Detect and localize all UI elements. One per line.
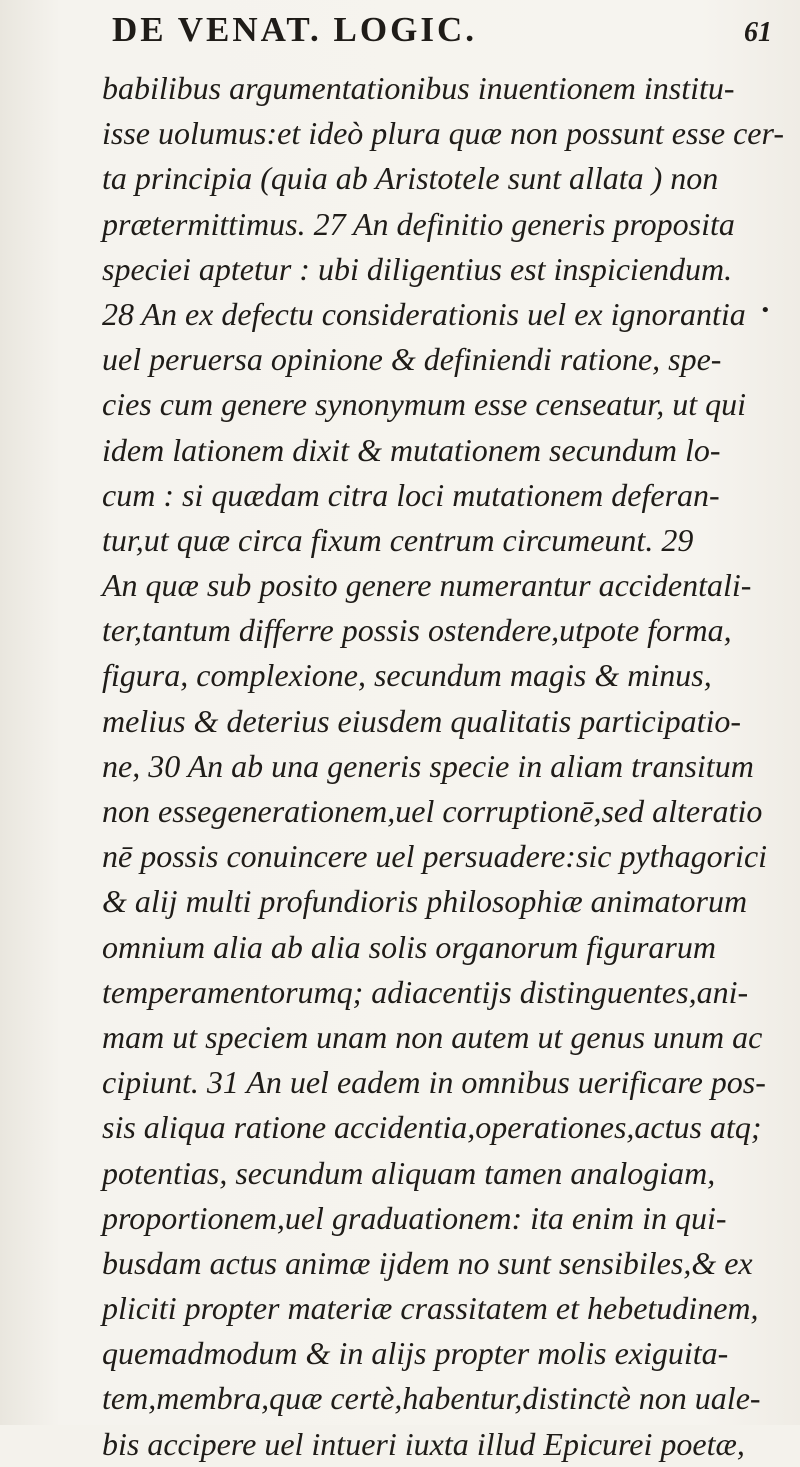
text-line: cies cum genere synonymum esse censeatur, ut qui bbox=[102, 386, 746, 423]
body-text bbox=[102, 66, 792, 1467]
text-line: potentias, secundum aliquam tamen analogiam, bbox=[102, 1154, 716, 1191]
text-line: proportionem,uel graduationem: ita enim in qui- bbox=[102, 1199, 727, 1236]
text-line: busdam actus animæ ijdem no sunt sensibiles,& ex bbox=[102, 1244, 753, 1281]
margin-mark: • bbox=[760, 300, 771, 321]
text-line: prætermittimus. 27 An definitio generis proposita bbox=[102, 205, 735, 242]
text-line: figura, complexione, secundum magis & minus, bbox=[102, 657, 712, 694]
text-line: 28 An ex defectu considerationis uel ex ignorantia bbox=[102, 295, 746, 332]
text-line: omnium alia ab alia solis organorum figurarum bbox=[102, 928, 716, 965]
text-line: cipiunt. 31 An uel eadem in omnibus uerificare pos- bbox=[102, 1064, 766, 1101]
text-line: nē possis conuincere uel persuadere:sic pythagorici bbox=[102, 838, 768, 875]
text-line: An quæ sub posito genere numerantur accidentali- bbox=[102, 567, 752, 604]
text-line: ter,tantum differre possis ostendere,utpote forma, bbox=[102, 612, 732, 649]
text-line: melius & deterius eiusdem qualitatis participatio- bbox=[102, 702, 742, 739]
text-line: tem,membra,quæ certè,habentur,distinctè non uale- bbox=[102, 1380, 761, 1417]
text-line: idem lationem dixit & mutationem secundum lo- bbox=[102, 431, 721, 468]
text-line: mam ut speciem unam non autem ut genus unum ac bbox=[102, 1018, 763, 1055]
page-number: 61 bbox=[744, 17, 772, 48]
text-line: babilibus argumentationibus inuentionem institu- bbox=[102, 70, 735, 106]
text-line: quemadmodum & in alijs propter molis exiguita- bbox=[102, 1335, 729, 1372]
text-line: cum : si quædam citra loci mutationem deferan- bbox=[102, 476, 720, 513]
page-header bbox=[112, 10, 772, 50]
text-line: pliciti propter materiæ crassitatem et hebetudinem, bbox=[102, 1290, 759, 1327]
text-line: temperamentorumq; adiacentijs distinguentes,ani- bbox=[102, 973, 749, 1010]
text-line: ne, 30 An ab una generis specie in aliam transitum bbox=[102, 747, 754, 784]
text-line: isse uolumus:et ideò plura quæ non possunt esse cer- bbox=[102, 115, 784, 152]
text-line: ta principia (quia ab Aristotele sunt allata ) non bbox=[102, 160, 719, 197]
text-line: non essegenerationem,uel corruptionē,sed alteratio bbox=[102, 793, 763, 829]
text-line: & alij multi profundioris philosophiæ animatorum bbox=[102, 883, 748, 920]
text-line: sis aliqua ratione accidentia,operationes,actus atq; bbox=[102, 1109, 762, 1146]
text-line: bis accipere uel intueri iuxta illud Epicurei poetæ, bbox=[102, 1425, 745, 1462]
text-line: uel peruersa opinione & definiendi ratione, spe- bbox=[102, 341, 722, 378]
text-line: tur,ut quæ circa fixum centrum circumeunt. 29 bbox=[102, 521, 694, 558]
text-line: speciei aptetur : ubi diligentius est inspiciendum. bbox=[102, 250, 733, 287]
running-head: DE VENAT. LOGIC. bbox=[112, 10, 477, 49]
